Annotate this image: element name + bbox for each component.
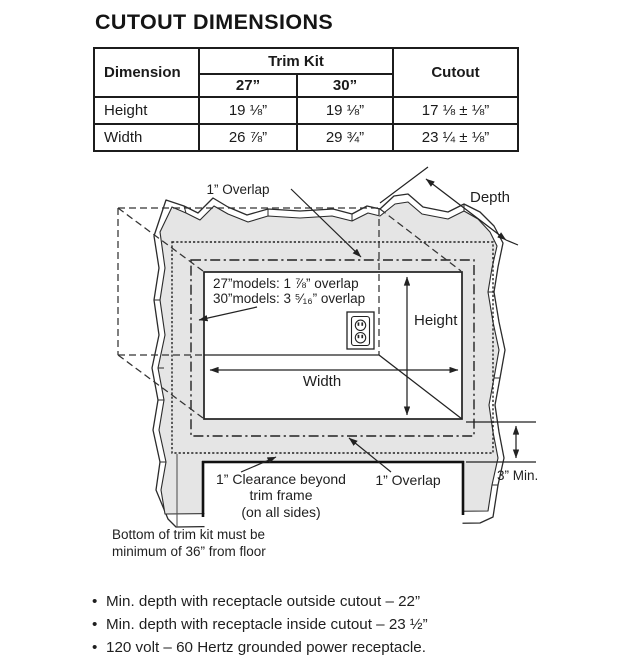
three-min-label: 3” Min. [497,468,539,483]
overlap-top-label: 1” Overlap [206,182,270,197]
cutout-diagram [0,165,638,575]
col-header-cutout: Cutout [393,48,518,97]
bottom-note-line2: minimum of 36” from floor [112,544,266,559]
clearance-label-line1: 1” Clearance beyond [216,471,346,487]
bullet-icon: • [92,616,98,634]
col-header-30: 30” [297,74,393,97]
clearance-label-line2: trim frame [249,487,313,503]
note-text: Min. depth with receptacle inside cutout – 23 ½” [106,616,428,634]
row-label: Width [94,124,199,151]
depth-label: Depth [469,189,511,206]
bottom-note-line1: Bottom of trim kit must be [112,527,266,542]
models-27-label: 27”models: 1 ⅞” overlap [213,276,359,291]
row-label: Height [94,97,199,124]
height-label: Height [414,312,458,329]
width-label: Width [302,373,342,390]
col-header-27: 27” [199,74,297,97]
dimensions-table [93,47,519,152]
table-row-width [94,124,518,151]
note-item [92,590,428,613]
note-text: Min. depth with receptacle outside cutout – 22” [106,593,421,610]
bullet-icon: • [92,639,98,657]
bullet-icon: • [92,593,98,610]
note-text: 120 volt – 60 Hertz grounded power receptacle. [106,639,426,657]
cell-cutout-width: 23 ¼ ± ⅛” [393,124,518,151]
models-30-label: 30”models: 3 ⁵⁄₁₆” overlap [213,291,366,306]
note-item [92,636,428,659]
table-row-height [94,97,518,124]
cell-cutout-height: 17 ⅛ ± ⅛” [393,97,518,124]
page-title: CUTOUT DIMENSIONS [95,10,334,34]
power-receptacle-icon [347,312,374,349]
cell-30-height: 19 ⅛” [297,97,393,124]
cell-27-height: 19 ⅛” [199,97,297,124]
notes-list [92,590,428,660]
overlap-bottom-label: 1” Overlap [375,472,441,488]
cell-30-width: 29 ¾” [297,124,393,151]
clearance-label-line3: (on all sides) [241,504,321,520]
col-header-trim-kit: Trim Kit [199,48,393,74]
cell-27-width: 26 ⅞” [199,124,297,151]
note-item [92,613,428,636]
col-header-dimension: Dimension [94,48,199,97]
